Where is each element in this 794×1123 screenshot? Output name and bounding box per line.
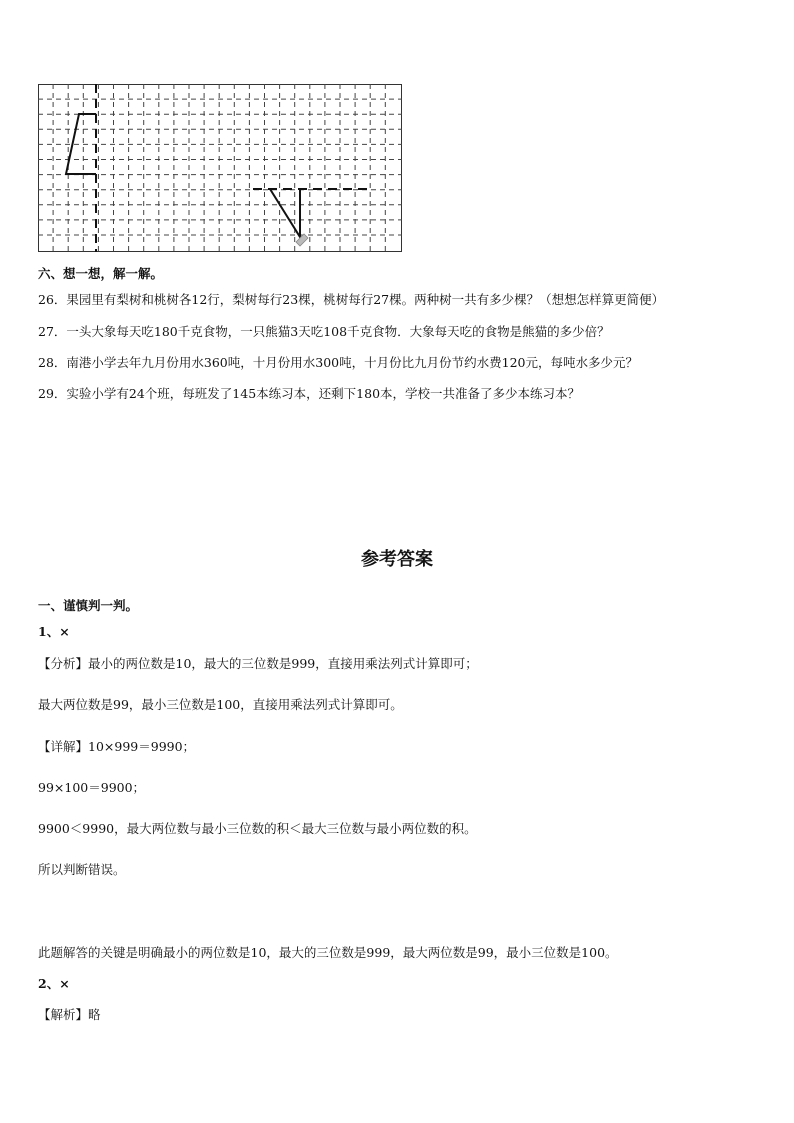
grid-dashed-lines — [38, 84, 402, 252]
answer-1-analysis: 【分析】最小的两位数是10，最大的三位数是999，直接用乘法列式计算即可； — [38, 656, 478, 671]
figure-trapezoid-left — [66, 114, 96, 174]
answer-2-analysis: 【解析】略 — [38, 1007, 101, 1022]
answer-1-detail-3: 9900＜9990，最大两位数与最小三位数的积＜最大三位数与最小两位数的积。 — [38, 821, 477, 836]
pencil-cursor-icon — [296, 234, 308, 246]
answer-1-detail-4: 所以判断错误。 — [38, 862, 126, 877]
answer-2-number: 2、× — [38, 976, 70, 991]
answers-title: 参考答案 — [361, 549, 433, 570]
problem-28: 28．南港小学去年九月份用水360吨，十月份用水300吨，十月份比九月份节约水费120元，每吨水多少元？ — [38, 355, 638, 370]
answer-1-number: 1、× — [38, 624, 70, 639]
answer-1-detail-2: 99×100＝9900； — [38, 780, 146, 795]
section-one-heading: 一、谨慎判一判。 — [38, 598, 139, 613]
grid-figure — [38, 84, 402, 252]
answer-1-detail-1: 【详解】10×999＝9990； — [38, 739, 196, 754]
problem-26: 26．果园里有梨树和桃树各12行，梨树每行23棵，桃树每行27棵。两种树一共有多少棵？（想想怎样算更简便） — [38, 292, 665, 307]
figure-triangle-right — [270, 189, 300, 237]
problem-29: 29．实验小学有24个班，每班发了145本练习本，还剩下180本，学校一共准备了多少本练习本？ — [38, 386, 581, 401]
answer-1-analysis-2: 最大两位数是99，最小三位数是100，直接用乘法列式计算即可。 — [38, 697, 403, 712]
problem-27: 27．一头大象每天吃180千克食物，一只熊猫3天吃108千克食物．大象每天吃的食物是熊猫的多少倍？ — [38, 324, 610, 339]
section-six-heading: 六、想一想，解一解。 — [38, 266, 164, 281]
answer-1-comment: 此题解答的关键是明确最小的两位数是10，最大的三位数是999，最大两位数是99，最小三位数是100。 — [38, 945, 618, 960]
